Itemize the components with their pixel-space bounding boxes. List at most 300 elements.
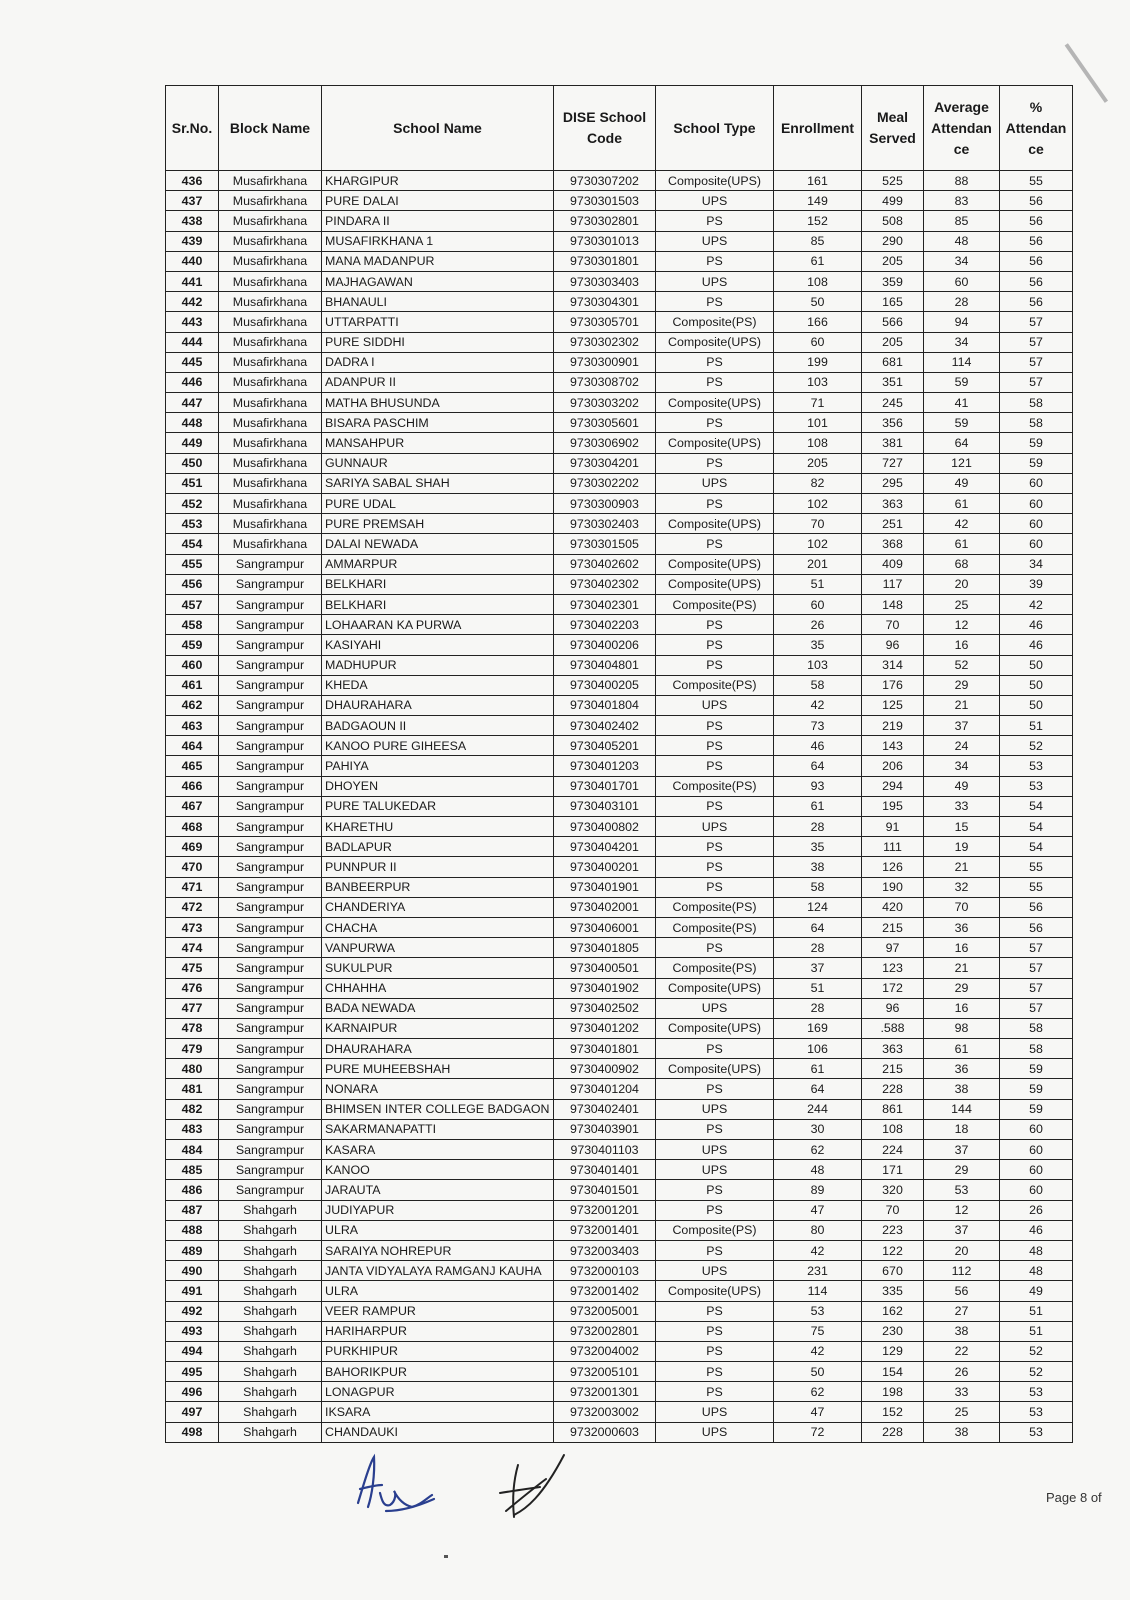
cell-enrollment: 149 bbox=[774, 191, 862, 211]
cell-average-attendance: 59 bbox=[924, 372, 1000, 392]
cell-sr-no: 472 bbox=[166, 897, 219, 917]
cell-dise-code: 9730303202 bbox=[554, 393, 656, 413]
cell-school-type: Composite(UPS) bbox=[656, 514, 774, 534]
cell-block-name: Shahgarh bbox=[219, 1321, 322, 1341]
cell-school-type: UPS bbox=[656, 191, 774, 211]
cell-average-attendance: 53 bbox=[924, 1180, 1000, 1200]
cell-meal-served: 356 bbox=[862, 413, 924, 433]
cell-percent-attendance: 56 bbox=[1000, 271, 1073, 291]
cell-block-name: Shahgarh bbox=[219, 1200, 322, 1220]
table-row bbox=[166, 171, 1073, 191]
cell-school-name: GUNNAUR bbox=[322, 453, 554, 473]
cell-school-type: UPS bbox=[656, 1402, 774, 1422]
cell-enrollment: 73 bbox=[774, 716, 862, 736]
cell-percent-attendance: 56 bbox=[1000, 211, 1073, 231]
cell-block-name: Sangrampur bbox=[219, 615, 322, 635]
cell-enrollment: 82 bbox=[774, 473, 862, 493]
cell-meal-served: 126 bbox=[862, 857, 924, 877]
table-row bbox=[166, 1099, 1073, 1119]
cell-sr-no: 448 bbox=[166, 413, 219, 433]
cell-sr-no: 474 bbox=[166, 938, 219, 958]
cell-meal-served: 681 bbox=[862, 352, 924, 372]
cell-meal-served: 228 bbox=[862, 1079, 924, 1099]
cell-percent-attendance: 34 bbox=[1000, 554, 1073, 574]
cell-meal-served: 154 bbox=[862, 1362, 924, 1382]
cell-block-name: Shahgarh bbox=[219, 1341, 322, 1361]
table-row bbox=[166, 1341, 1073, 1361]
cell-meal-served: 409 bbox=[862, 554, 924, 574]
cell-enrollment: 114 bbox=[774, 1281, 862, 1301]
cell-school-name: KHEDA bbox=[322, 675, 554, 695]
cell-school-type: UPS bbox=[656, 1140, 774, 1160]
cell-enrollment: 50 bbox=[774, 1362, 862, 1382]
cell-block-name: Sangrampur bbox=[219, 1140, 322, 1160]
table-row bbox=[166, 1321, 1073, 1341]
cell-school-type: Composite(PS) bbox=[656, 897, 774, 917]
cell-enrollment: 35 bbox=[774, 635, 862, 655]
cell-sr-no: 453 bbox=[166, 514, 219, 534]
cell-sr-no: 482 bbox=[166, 1099, 219, 1119]
cell-school-name: BADA NEWADA bbox=[322, 998, 554, 1018]
cell-enrollment: 47 bbox=[774, 1402, 862, 1422]
cell-block-name: Musafirkhana bbox=[219, 292, 322, 312]
cell-average-attendance: 32 bbox=[924, 877, 1000, 897]
cell-sr-no: 490 bbox=[166, 1261, 219, 1281]
cell-enrollment: 42 bbox=[774, 1240, 862, 1260]
cell-sr-no: 484 bbox=[166, 1140, 219, 1160]
cell-percent-attendance: 54 bbox=[1000, 837, 1073, 857]
cell-meal-served: 420 bbox=[862, 897, 924, 917]
cell-school-type: PS bbox=[656, 635, 774, 655]
table-row bbox=[166, 817, 1073, 837]
cell-dise-code: 9730401805 bbox=[554, 938, 656, 958]
cell-enrollment: 50 bbox=[774, 292, 862, 312]
cell-enrollment: 60 bbox=[774, 332, 862, 352]
cell-dise-code: 9730400902 bbox=[554, 1059, 656, 1079]
cell-sr-no: 457 bbox=[166, 594, 219, 614]
cell-dise-code: 9730400205 bbox=[554, 675, 656, 695]
cell-dise-code: 9730403901 bbox=[554, 1119, 656, 1139]
cell-enrollment: 28 bbox=[774, 998, 862, 1018]
cell-school-type: PS bbox=[656, 655, 774, 675]
cell-meal-served: 148 bbox=[862, 594, 924, 614]
cell-dise-code: 9730406001 bbox=[554, 917, 656, 937]
cell-dise-code: 9730308702 bbox=[554, 372, 656, 392]
cell-school-name: BAHORIKPUR bbox=[322, 1362, 554, 1382]
handwritten-signature-2 bbox=[500, 1455, 564, 1517]
cell-meal-served: 70 bbox=[862, 615, 924, 635]
cell-block-name: Shahgarh bbox=[219, 1402, 322, 1422]
cell-average-attendance: 25 bbox=[924, 594, 1000, 614]
cell-average-attendance: 121 bbox=[924, 453, 1000, 473]
cell-enrollment: 89 bbox=[774, 1180, 862, 1200]
cell-percent-attendance: 60 bbox=[1000, 1119, 1073, 1139]
table-row bbox=[166, 1059, 1073, 1079]
cell-meal-served: 727 bbox=[862, 453, 924, 473]
cell-dise-code: 9732001401 bbox=[554, 1220, 656, 1240]
handwritten-signature-1 bbox=[358, 1457, 434, 1511]
cell-percent-attendance: 58 bbox=[1000, 393, 1073, 413]
cell-block-name: Musafirkhana bbox=[219, 372, 322, 392]
cell-school-name: DHOYEN bbox=[322, 776, 554, 796]
table-row bbox=[166, 1119, 1073, 1139]
cell-enrollment: 28 bbox=[774, 817, 862, 837]
cell-average-attendance: 88 bbox=[924, 171, 1000, 191]
cell-sr-no: 469 bbox=[166, 837, 219, 857]
cell-sr-no: 462 bbox=[166, 695, 219, 715]
cell-school-name: KHARGIPUR bbox=[322, 171, 554, 191]
cell-dise-code: 9730404201 bbox=[554, 837, 656, 857]
cell-sr-no: 495 bbox=[166, 1362, 219, 1382]
school-attendance-table bbox=[165, 85, 1073, 1443]
cell-school-name: DHAURAHARA bbox=[322, 695, 554, 715]
cell-enrollment: 80 bbox=[774, 1220, 862, 1240]
cell-block-name: Shahgarh bbox=[219, 1422, 322, 1442]
cell-school-type: Composite(UPS) bbox=[656, 332, 774, 352]
cell-school-name: CHACHA bbox=[322, 917, 554, 937]
cell-percent-attendance: 26 bbox=[1000, 1200, 1073, 1220]
cell-school-name: DADRA I bbox=[322, 352, 554, 372]
cell-school-type: PS bbox=[656, 736, 774, 756]
cell-block-name: Sangrampur bbox=[219, 635, 322, 655]
cell-meal-served: 670 bbox=[862, 1261, 924, 1281]
cell-school-name: LOHAARAN KA PURWA bbox=[322, 615, 554, 635]
table-row bbox=[166, 413, 1073, 433]
cell-enrollment: 64 bbox=[774, 756, 862, 776]
table-row bbox=[166, 372, 1073, 392]
cell-school-type: UPS bbox=[656, 1160, 774, 1180]
cell-meal-served: 172 bbox=[862, 978, 924, 998]
cell-average-attendance: 20 bbox=[924, 1240, 1000, 1260]
cell-block-name: Musafirkhana bbox=[219, 231, 322, 251]
cell-average-attendance: 16 bbox=[924, 998, 1000, 1018]
cell-enrollment: 30 bbox=[774, 1119, 862, 1139]
cell-average-attendance: 34 bbox=[924, 332, 1000, 352]
cell-percent-attendance: 54 bbox=[1000, 796, 1073, 816]
cell-dise-code: 9730401501 bbox=[554, 1180, 656, 1200]
cell-dise-code: 9730402402 bbox=[554, 716, 656, 736]
cell-school-type: PS bbox=[656, 1039, 774, 1059]
cell-meal-served: 143 bbox=[862, 736, 924, 756]
table-header bbox=[166, 86, 1073, 171]
cell-meal-served: 215 bbox=[862, 1059, 924, 1079]
cell-school-name: BHIMSEN INTER COLLEGE BADGAON bbox=[322, 1099, 554, 1119]
cell-percent-attendance: 51 bbox=[1000, 716, 1073, 736]
cell-enrollment: 152 bbox=[774, 211, 862, 231]
cell-average-attendance: 15 bbox=[924, 817, 1000, 837]
cell-block-name: Musafirkhana bbox=[219, 332, 322, 352]
cell-meal-served: 162 bbox=[862, 1301, 924, 1321]
cell-school-name: SARIYA SABAL SHAH bbox=[322, 473, 554, 493]
cell-sr-no: 496 bbox=[166, 1382, 219, 1402]
cell-block-name: Sangrampur bbox=[219, 716, 322, 736]
table-row bbox=[166, 1018, 1073, 1038]
cell-school-type: UPS bbox=[656, 817, 774, 837]
cell-school-name: SAKARMANAPATTI bbox=[322, 1119, 554, 1139]
cell-school-type: UPS bbox=[656, 1099, 774, 1119]
header-school-type: School Type bbox=[656, 86, 774, 171]
cell-enrollment: 62 bbox=[774, 1382, 862, 1402]
cell-average-attendance: 29 bbox=[924, 978, 1000, 998]
cell-school-name: VANPURWA bbox=[322, 938, 554, 958]
cell-meal-served: 70 bbox=[862, 1200, 924, 1220]
cell-enrollment: 48 bbox=[774, 1160, 862, 1180]
cell-block-name: Sangrampur bbox=[219, 877, 322, 897]
cell-dise-code: 9730303403 bbox=[554, 271, 656, 291]
cell-school-name: KASIYAHI bbox=[322, 635, 554, 655]
cell-dise-code: 9730401801 bbox=[554, 1039, 656, 1059]
cell-school-name: JANTA VIDYALAYA RAMGANJ KAUHA bbox=[322, 1261, 554, 1281]
cell-school-name: BADGAOUN II bbox=[322, 716, 554, 736]
cell-block-name: Shahgarh bbox=[219, 1301, 322, 1321]
cell-meal-served: 335 bbox=[862, 1281, 924, 1301]
cell-school-type: PS bbox=[656, 615, 774, 635]
cell-dise-code: 9732000103 bbox=[554, 1261, 656, 1281]
cell-average-attendance: 29 bbox=[924, 1160, 1000, 1180]
cell-average-attendance: 59 bbox=[924, 413, 1000, 433]
table-row bbox=[166, 776, 1073, 796]
cell-meal-served: 294 bbox=[862, 776, 924, 796]
cell-school-type: PS bbox=[656, 1362, 774, 1382]
cell-average-attendance: 22 bbox=[924, 1341, 1000, 1361]
cell-meal-served: 97 bbox=[862, 938, 924, 958]
cell-enrollment: 106 bbox=[774, 1039, 862, 1059]
cell-school-name: VEER RAMPUR bbox=[322, 1301, 554, 1321]
scan-corner-mark bbox=[1065, 3, 1130, 103]
cell-meal-served: 125 bbox=[862, 695, 924, 715]
cell-average-attendance: 21 bbox=[924, 857, 1000, 877]
table-row bbox=[166, 1039, 1073, 1059]
cell-average-attendance: 83 bbox=[924, 191, 1000, 211]
cell-block-name: Sangrampur bbox=[219, 897, 322, 917]
cell-percent-attendance: 53 bbox=[1000, 1382, 1073, 1402]
cell-sr-no: 438 bbox=[166, 211, 219, 231]
cell-sr-no: 444 bbox=[166, 332, 219, 352]
cell-sr-no: 485 bbox=[166, 1160, 219, 1180]
cell-school-name: BISARA PASCHIM bbox=[322, 413, 554, 433]
cell-average-attendance: 36 bbox=[924, 917, 1000, 937]
cell-enrollment: 70 bbox=[774, 514, 862, 534]
cell-school-name: PURE TALUKEDAR bbox=[322, 796, 554, 816]
cell-school-type: PS bbox=[656, 716, 774, 736]
header-percent-attendance: % Attendan ce bbox=[1000, 86, 1073, 171]
cell-meal-served: 123 bbox=[862, 958, 924, 978]
cell-average-attendance: 36 bbox=[924, 1059, 1000, 1079]
cell-school-name: JARAUTA bbox=[322, 1180, 554, 1200]
table-row bbox=[166, 574, 1073, 594]
cell-meal-served: 290 bbox=[862, 231, 924, 251]
cell-block-name: Musafirkhana bbox=[219, 413, 322, 433]
cell-average-attendance: 68 bbox=[924, 554, 1000, 574]
table-row bbox=[166, 1362, 1073, 1382]
table-row bbox=[166, 756, 1073, 776]
cell-meal-served: 219 bbox=[862, 716, 924, 736]
cell-school-type: UPS bbox=[656, 271, 774, 291]
cell-sr-no: 458 bbox=[166, 615, 219, 635]
cell-school-name: NONARA bbox=[322, 1079, 554, 1099]
cell-average-attendance: 12 bbox=[924, 615, 1000, 635]
cell-block-name: Musafirkhana bbox=[219, 191, 322, 211]
cell-dise-code: 9730306902 bbox=[554, 433, 656, 453]
cell-dise-code: 9732003403 bbox=[554, 1240, 656, 1260]
cell-enrollment: 38 bbox=[774, 857, 862, 877]
cell-block-name: Sangrampur bbox=[219, 998, 322, 1018]
cell-block-name: Musafirkhana bbox=[219, 312, 322, 332]
cell-block-name: Sangrampur bbox=[219, 958, 322, 978]
cell-dise-code: 9730301505 bbox=[554, 534, 656, 554]
cell-dise-code: 9730401204 bbox=[554, 1079, 656, 1099]
cell-percent-attendance: 48 bbox=[1000, 1261, 1073, 1281]
cell-dise-code: 9730402203 bbox=[554, 615, 656, 635]
cell-percent-attendance: 50 bbox=[1000, 695, 1073, 715]
cell-block-name: Sangrampur bbox=[219, 1099, 322, 1119]
cell-average-attendance: 12 bbox=[924, 1200, 1000, 1220]
cell-block-name: Sangrampur bbox=[219, 917, 322, 937]
cell-percent-attendance: 60 bbox=[1000, 1180, 1073, 1200]
table-row bbox=[166, 1422, 1073, 1442]
cell-average-attendance: 38 bbox=[924, 1422, 1000, 1442]
table-row bbox=[166, 271, 1073, 291]
cell-percent-attendance: 51 bbox=[1000, 1321, 1073, 1341]
cell-school-type: PS bbox=[656, 1382, 774, 1402]
cell-school-name: BHANAULI bbox=[322, 292, 554, 312]
cell-school-name: KARNAIPUR bbox=[322, 1018, 554, 1038]
cell-sr-no: 498 bbox=[166, 1422, 219, 1442]
cell-meal-served: 215 bbox=[862, 917, 924, 937]
cell-block-name: Sangrampur bbox=[219, 574, 322, 594]
cell-enrollment: 71 bbox=[774, 393, 862, 413]
cell-school-type: PS bbox=[656, 453, 774, 473]
cell-school-type: PS bbox=[656, 837, 774, 857]
cell-percent-attendance: 57 bbox=[1000, 352, 1073, 372]
cell-dise-code: 9730401202 bbox=[554, 1018, 656, 1038]
cell-school-name: PURE UDAL bbox=[322, 494, 554, 514]
cell-meal-served: 96 bbox=[862, 998, 924, 1018]
page-number-label: Page 8 of bbox=[1046, 1490, 1102, 1505]
header-row bbox=[166, 86, 1073, 171]
cell-block-name: Shahgarh bbox=[219, 1240, 322, 1260]
cell-school-name: CHANDERIYA bbox=[322, 897, 554, 917]
cell-block-name: Musafirkhana bbox=[219, 514, 322, 534]
cell-average-attendance: 42 bbox=[924, 514, 1000, 534]
cell-school-name: IKSARA bbox=[322, 1402, 554, 1422]
cell-block-name: Shahgarh bbox=[219, 1220, 322, 1240]
cell-meal-served: 566 bbox=[862, 312, 924, 332]
cell-sr-no: 477 bbox=[166, 998, 219, 1018]
cell-dise-code: 9730400501 bbox=[554, 958, 656, 978]
table-row bbox=[166, 958, 1073, 978]
cell-percent-attendance: 56 bbox=[1000, 191, 1073, 211]
table-row bbox=[166, 292, 1073, 312]
cell-school-name: JUDIYAPUR bbox=[322, 1200, 554, 1220]
table-row bbox=[166, 877, 1073, 897]
cell-sr-no: 491 bbox=[166, 1281, 219, 1301]
cell-enrollment: 35 bbox=[774, 837, 862, 857]
cell-average-attendance: 33 bbox=[924, 796, 1000, 816]
cell-enrollment: 51 bbox=[774, 574, 862, 594]
cell-meal-served: 129 bbox=[862, 1341, 924, 1361]
table-row bbox=[166, 594, 1073, 614]
cell-dise-code: 9730400802 bbox=[554, 817, 656, 837]
cell-school-type: Composite(PS) bbox=[656, 776, 774, 796]
cell-percent-attendance: 60 bbox=[1000, 1140, 1073, 1160]
cell-percent-attendance: 60 bbox=[1000, 494, 1073, 514]
cell-dise-code: 9732003002 bbox=[554, 1402, 656, 1422]
cell-average-attendance: 16 bbox=[924, 938, 1000, 958]
cell-dise-code: 9730301013 bbox=[554, 231, 656, 251]
cell-school-name: MANSAHPUR bbox=[322, 433, 554, 453]
table-row bbox=[166, 796, 1073, 816]
cell-sr-no: 480 bbox=[166, 1059, 219, 1079]
cell-enrollment: 124 bbox=[774, 897, 862, 917]
cell-percent-attendance: 56 bbox=[1000, 251, 1073, 271]
cell-percent-attendance: 59 bbox=[1000, 1079, 1073, 1099]
cell-meal-served: 351 bbox=[862, 372, 924, 392]
cell-school-name: BADLAPUR bbox=[322, 837, 554, 857]
cell-average-attendance: 21 bbox=[924, 695, 1000, 715]
cell-percent-attendance: 48 bbox=[1000, 1240, 1073, 1260]
cell-school-type: PS bbox=[656, 1240, 774, 1260]
table-body bbox=[166, 171, 1073, 1443]
cell-school-type: PS bbox=[656, 352, 774, 372]
cell-dise-code: 9732005101 bbox=[554, 1362, 656, 1382]
cell-school-name: BELKHARI bbox=[322, 594, 554, 614]
cell-dise-code: 9730302403 bbox=[554, 514, 656, 534]
cell-enrollment: 37 bbox=[774, 958, 862, 978]
cell-school-type: UPS bbox=[656, 231, 774, 251]
cell-enrollment: 85 bbox=[774, 231, 862, 251]
cell-sr-no: 442 bbox=[166, 292, 219, 312]
table-row bbox=[166, 695, 1073, 715]
table-row bbox=[166, 1140, 1073, 1160]
cell-enrollment: 51 bbox=[774, 978, 862, 998]
cell-average-attendance: 29 bbox=[924, 675, 1000, 695]
table-row bbox=[166, 998, 1073, 1018]
cell-meal-served: 861 bbox=[862, 1099, 924, 1119]
cell-block-name: Sangrampur bbox=[219, 736, 322, 756]
cell-meal-served: 508 bbox=[862, 211, 924, 231]
header-dise-code: DISE School Code bbox=[554, 86, 656, 171]
table-row bbox=[166, 675, 1073, 695]
cell-block-name: Sangrampur bbox=[219, 837, 322, 857]
cell-sr-no: 456 bbox=[166, 574, 219, 594]
cell-dise-code: 9730305601 bbox=[554, 413, 656, 433]
cell-block-name: Sangrampur bbox=[219, 756, 322, 776]
cell-sr-no: 492 bbox=[166, 1301, 219, 1321]
cell-school-type: Composite(PS) bbox=[656, 675, 774, 695]
cell-school-name: PURE SIDDHI bbox=[322, 332, 554, 352]
cell-dise-code: 9730300903 bbox=[554, 494, 656, 514]
cell-block-name: Sangrampur bbox=[219, 695, 322, 715]
cell-average-attendance: 16 bbox=[924, 635, 1000, 655]
cell-dise-code: 9730302202 bbox=[554, 473, 656, 493]
cell-school-type: PS bbox=[656, 938, 774, 958]
cell-percent-attendance: 53 bbox=[1000, 756, 1073, 776]
cell-average-attendance: 60 bbox=[924, 271, 1000, 291]
table-row bbox=[166, 393, 1073, 413]
cell-enrollment: 58 bbox=[774, 877, 862, 897]
cell-school-type: Composite(UPS) bbox=[656, 433, 774, 453]
cell-dise-code: 9730402401 bbox=[554, 1099, 656, 1119]
cell-meal-served: 295 bbox=[862, 473, 924, 493]
cell-sr-no: 476 bbox=[166, 978, 219, 998]
cell-enrollment: 58 bbox=[774, 675, 862, 695]
cell-dise-code: 9730301503 bbox=[554, 191, 656, 211]
cell-sr-no: 489 bbox=[166, 1240, 219, 1260]
cell-dise-code: 9730401103 bbox=[554, 1140, 656, 1160]
table-row bbox=[166, 736, 1073, 756]
cell-sr-no: 465 bbox=[166, 756, 219, 776]
